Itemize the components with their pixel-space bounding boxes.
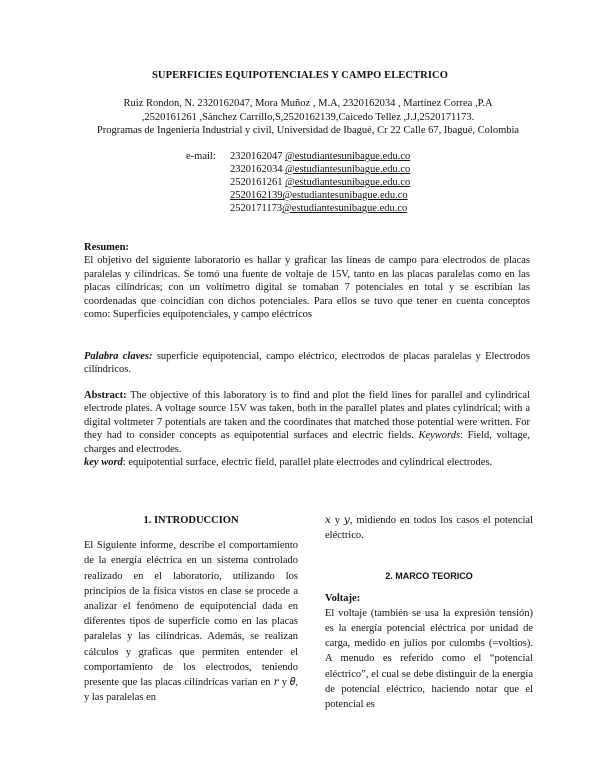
affiliation: Programas de Ingeniería Industrial y civil, Universidad de Ibagué, Cr 22 Calle 67, Ibagué, Colombia	[96, 125, 520, 136]
right-column	[325, 513, 533, 712]
voltaje-heading: Voltaje:	[325, 592, 361, 604]
intro-section	[84, 513, 298, 705]
intro-body: El Siguiente informe, describe el comportamiento de la energía eléctrica en un sistema controlado realizado en el laboratorio, utilizando los principios de la física vistos en clase se procede a analizar el fenómeno de equipotencial dada en diferentes tipos de superficie como en las placas paralelas y las cilíndricas. Además, se realizan cálculos y graficas que permiten entender el comportamiento de los electrodos, teniendo presente que las placas cilíndricas varían en 𝑟 y 𝜃, y las paralelas en	[84, 540, 298, 704]
email-id: 2520162139	[230, 190, 283, 201]
author-block	[88, 97, 528, 138]
abstract-body: The objective of this laboratory is to find and plot the field lines for parallel and cylindrical electrode plates. A voltage source 15V was taken, both in the parallel plates and plates cylindrical; with a digital voltmeter 7 potentials are taken and the coordinates that matched those potential were written. For they had to consider concepts as equipotential surfaces and electric fields.	[84, 390, 530, 442]
marco-body: El voltaje (también se usa la expresión tensión) es la energía potencial eléctrica por unidad de carga, medido en julios por culombs (=voltios). A menudo es referido como el “potencial eléctrico”, el cual se debe distinguir de la energía de potencial eléctrico, haciendo notar que el potencial es	[325, 607, 533, 711]
email-link[interactable]: @estudiantesunibague.edu.co	[285, 177, 411, 188]
marco-heading: 2. MARCO TEORICO	[385, 571, 473, 582]
resumen-heading: Resumen:	[84, 242, 129, 253]
resumen-section	[84, 241, 530, 321]
email-row	[0, 189, 600, 202]
abstract-section	[84, 389, 530, 469]
palabras-heading: Palabra claves:	[84, 351, 153, 362]
email-id: 2520171173	[230, 203, 283, 214]
email-label: e-mail:	[186, 151, 216, 162]
email-link[interactable]: @estudiantesunibague.edu.co	[285, 164, 411, 175]
authors-line-2: ,2520161261 ,Sánchez Carrillo,S,2520162139,Caicedo Tellez ,J.J,2520171173.	[141, 111, 475, 123]
intro-continuation: 𝑥 y 𝑦, midiendo en todos los casos el potencial eléctrico.	[325, 515, 533, 542]
palabras-section	[84, 350, 530, 377]
email-id: 2320162047	[230, 151, 286, 162]
email-id: 2320162034	[230, 164, 286, 175]
abstract-heading: Abstract:	[84, 390, 127, 401]
intro-heading: 1. INTRODUCCION	[143, 515, 239, 526]
email-link[interactable]: @estudiantesunibague.edu.co	[282, 203, 408, 214]
resumen-body: El objetivo del siguiente laboratorio es hallar y graficar las líneas de campo para electrodos de placas paralelas y cilíndricas. Se tomó una fuente de voltaje de 15V, tanto en las placas paralelas como en las placas cilíndricas; con un voltímetro digital se tomaban 7 potenciales en total y se escribían las coordenadas que coincidían con dichos potenciales. Para ellos se tuvo que tener en cuenta conceptos como: Superficies equipotenciales, y campo eléctricos	[84, 255, 530, 321]
palabras-body: superficie equipotencial, campo eléctrico, electrodos de placas paralelas y Electrodos cilíndricos.	[84, 351, 530, 376]
keywords-body: : Field, voltage, charges and electrodes.	[84, 430, 530, 455]
email-link[interactable]: @estudiantesunibague.edu.co	[285, 151, 411, 162]
email-row	[0, 163, 600, 176]
keywords-label: Keywords	[418, 430, 461, 442]
email-row	[0, 176, 600, 189]
paper-title: SUPERFICIES EQUIPOTENCIALES Y CAMPO ELECTRICO	[151, 70, 449, 81]
email-row	[0, 150, 600, 163]
keyword-body: : equipotential surface, electric field, parallel plate electrodes and cylindrical electrodes.	[122, 457, 493, 469]
keyword-label: key word	[84, 457, 123, 469]
email-row	[0, 202, 600, 215]
email-id: 2520161261	[230, 177, 286, 188]
authors-line-1: Ruiz Rondon, N. 2320162047, Mora Muñoz , M.A, 2320162034 , Martínez Correa ,P.A	[123, 98, 493, 109]
email-link[interactable]: @estudiantesunibague.edu.co	[282, 190, 408, 201]
